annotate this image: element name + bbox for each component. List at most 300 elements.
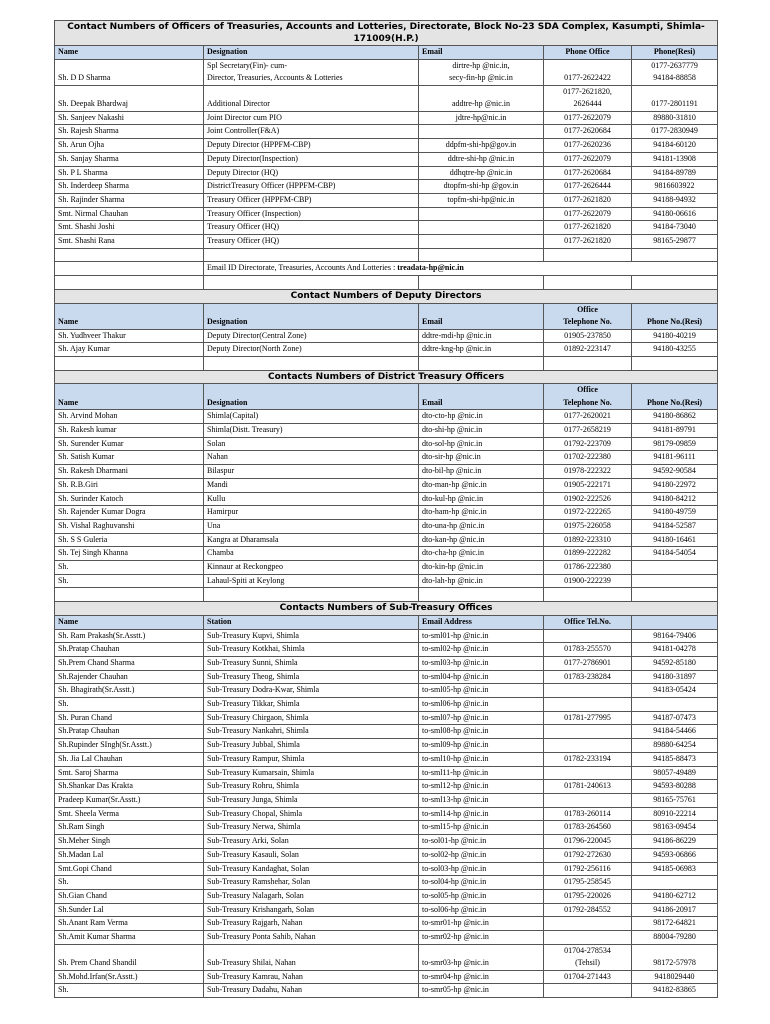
cell-office: 0177-2622079 [544, 207, 632, 221]
cell-name: Sh. Satish Kumar [55, 451, 204, 465]
cell-resi [632, 574, 718, 588]
cell-name: Sh.Pratap Chauhan [55, 725, 204, 739]
table-row [55, 862, 718, 876]
cell-name: Sh.Amit Kumar Sharma [55, 931, 204, 945]
cell-office: 01792-272630 [544, 848, 632, 862]
cell-resi: 94180-40219 [632, 329, 718, 343]
cell-name: Sh.Meher Singh [55, 835, 204, 849]
cell-resi: 94180-31897 [632, 670, 718, 684]
section-title-row [55, 370, 718, 384]
cell-email: to-sml08-hp @nic.in [419, 725, 544, 739]
cell-name: Sh. Surinder Katoch [55, 492, 204, 506]
cell-office: 01899-222282 [544, 547, 632, 561]
cell-station: Sub-Treasury Dadahu, Nahan [204, 984, 419, 998]
cell-resi: 98172-57978 [632, 944, 718, 970]
cell-resi: 94180-43255 [632, 343, 718, 357]
cell-email: to-sml02-hp @nic.in [419, 643, 544, 657]
cell-resi [632, 59, 718, 85]
cell-name: Sh.Madan Lal [55, 848, 204, 862]
cell-station: Sub-Treasury Nalagarh, Solan [204, 889, 419, 903]
cell-name: Sh. Surender Kumar [55, 437, 204, 451]
table-row [55, 465, 718, 479]
cell-name: Sh. S S Guleria [55, 533, 204, 547]
cell-station: Sub-Treasury Rohru, Shimla [204, 780, 419, 794]
cell-office: 01782-233194 [544, 752, 632, 766]
cell-office [544, 739, 632, 753]
cell-designation: Kinnaur at Reckongpeo [204, 561, 419, 575]
cell-name: Sh. [55, 876, 204, 890]
table-row [55, 152, 718, 166]
table-row [55, 931, 718, 945]
section-title: Contact Numbers of Officers of Treasuries, Accounts and Lotteries, Directorate, Block No-23 SDA Complex, Kasumpti, Shimla-171009(H.P.) [55, 21, 718, 46]
cell-office: 01783-255570 [544, 643, 632, 657]
cell-name: Sh. Vishal Raghuvanshi [55, 519, 204, 533]
column-header: Phone Office [544, 46, 632, 60]
cell-office: 01795-258545 [544, 876, 632, 890]
cell-designation: Deputy Director (HPPFM-CBP) [204, 139, 419, 153]
cell-resi: 94184-52587 [632, 519, 718, 533]
cell-office [544, 917, 632, 931]
email-note-row [55, 262, 718, 276]
cell-line: Spl Secretary(Fin)- cum- [207, 60, 287, 70]
cell-resi: 94186-86229 [632, 835, 718, 849]
cell-designation: Kullu [204, 492, 419, 506]
cell-station: Sub-Treasury Kandaghat, Solan [204, 862, 419, 876]
cell-office: 01783-264560 [544, 821, 632, 835]
column-header: Email [419, 384, 544, 410]
cell-resi: 94185-06983 [632, 862, 718, 876]
cell-station: Sub-Treasury Rampur, Shimla [204, 752, 419, 766]
table-row [55, 780, 718, 794]
table-row [55, 166, 718, 180]
cell-name: Smt. Shashi Rana [55, 235, 204, 249]
cell-office [544, 629, 632, 643]
cell-line: 0177-2637779 [651, 60, 698, 70]
cell-designation: Solan [204, 437, 419, 451]
cell-designation: Bilaspur [204, 465, 419, 479]
table-row [55, 492, 718, 506]
cell-resi: 98165-29877 [632, 235, 718, 249]
table-row [55, 739, 718, 753]
table-row [55, 410, 718, 424]
table-row [55, 698, 718, 712]
cell-email: to-sml03-hp @nic.in [419, 656, 544, 670]
cell-email: dto-una-hp @nic.in [419, 519, 544, 533]
cell-office: 0177-2620684 [544, 166, 632, 180]
cell-resi: 94180-62712 [632, 889, 718, 903]
table-row [55, 670, 718, 684]
cell-station: Sub-Treasury Chopal, Shimla [204, 807, 419, 821]
cell-name: Sh. Sanjeev Nakashi [55, 111, 204, 125]
column-header [544, 303, 632, 329]
table-row [55, 561, 718, 575]
section-title-row [55, 289, 718, 303]
cell-resi: 94184-73040 [632, 221, 718, 235]
cell-station: Sub-Treasury Dodra-Kwar, Shimla [204, 684, 419, 698]
cell-office: 01900-222239 [544, 574, 632, 588]
cell-office [544, 984, 632, 998]
cell-line: (Tehsil) [575, 958, 600, 968]
cell-name: Sh. Inderdeep Sharma [55, 180, 204, 194]
table-row [55, 533, 718, 547]
cell-name: Smt. Nirmal Chauhan [55, 207, 204, 221]
contacts-table [54, 20, 718, 998]
cell-station: Sub-Treasury Kupvi, Shimla [204, 629, 419, 643]
cell-resi: 88004-79280 [632, 931, 718, 945]
column-header [544, 384, 632, 410]
cell-name: Sh. Puran Chand [55, 711, 204, 725]
cell-email [419, 85, 544, 111]
cell-office [544, 85, 632, 111]
empty-cell [632, 248, 718, 262]
cell-email: to-sol02-hp @nic.in [419, 848, 544, 862]
cell-name: Smt. Saroj Sharma [55, 766, 204, 780]
column-header: Name [55, 46, 204, 60]
section-title: Contacts Numbers of District Treasury Officers [55, 370, 718, 384]
cell-station: Sub-Treasury Jubbal, Shimla [204, 739, 419, 753]
cell-email: dto-cha-hp @nic.in [419, 547, 544, 561]
cell-name: Sh. Yudhveer Thakur [55, 329, 204, 343]
section-title-row [55, 602, 718, 616]
cell-email: ddpfm-shi-hp@gov.in [419, 139, 544, 153]
table-row [55, 807, 718, 821]
cell-email: to-sml10-hp @nic.in [419, 752, 544, 766]
table-row [55, 574, 718, 588]
empty-cell [419, 248, 544, 262]
cell-resi: 80910-22214 [632, 807, 718, 821]
header-row [55, 384, 718, 410]
cell-designation: Nahan [204, 451, 419, 465]
cell-line: 94184-88858 [653, 73, 696, 83]
table-row [55, 821, 718, 835]
empty-cell [204, 356, 419, 370]
cell-office: 01978-222322 [544, 465, 632, 479]
cell-resi: 94180-16461 [632, 533, 718, 547]
table-row [55, 876, 718, 890]
column-header: Name [55, 384, 204, 410]
table-row [55, 221, 718, 235]
table-row [55, 970, 718, 984]
cell-office: 01972-222265 [544, 506, 632, 520]
cell-name: Sh. Jia Lal Chauhan [55, 752, 204, 766]
spacer-row [55, 276, 718, 290]
cell-station: Sub-Treasury Sunni, Shimla [204, 656, 419, 670]
cell-resi: 94180-49759 [632, 506, 718, 520]
cell-designation: Lahaul-Spiti at Keylong [204, 574, 419, 588]
cell-resi: 94184-89789 [632, 166, 718, 180]
table-row [55, 343, 718, 357]
cell-office: 01905-222171 [544, 478, 632, 492]
table-row [55, 437, 718, 451]
cell-email: to-sol05-hp @nic.in [419, 889, 544, 903]
column-header: Designation [204, 303, 419, 329]
cell-office: 01905-237850 [544, 329, 632, 343]
cell-email: to-sml15-hp @nic.in [419, 821, 544, 835]
cell-email [419, 207, 544, 221]
cell-email: to-smr03-hp @nic.in [419, 944, 544, 970]
cell-resi: 94181-96111 [632, 451, 718, 465]
cell-office: 0177-2786901 [544, 656, 632, 670]
table-row [55, 752, 718, 766]
cell-email: dto-kan-hp @nic.in [419, 533, 544, 547]
cell-designation: Deputy Director(Inspection) [204, 152, 419, 166]
cell-designation: Joint Director cum PIO [204, 111, 419, 125]
cell-email: dto-ham-hp @nic.in [419, 506, 544, 520]
table-row [55, 889, 718, 903]
spacer-row [55, 588, 718, 602]
cell-email: to-sol01-hp @nic.in [419, 835, 544, 849]
cell-resi: 94180-22972 [632, 478, 718, 492]
cell-name: Sh. D D Sharma [55, 59, 204, 85]
cell-resi [632, 876, 718, 890]
empty-cell [632, 356, 718, 370]
section-title: Contacts Numbers of Sub-Treasury Offices [55, 602, 718, 616]
empty-cell [544, 276, 632, 290]
cell-office [544, 766, 632, 780]
cell-office: 0177-2621820 [544, 193, 632, 207]
cell-resi [632, 698, 718, 712]
cell-station: Sub-Treasury Theog, Shimla [204, 670, 419, 684]
cell-designation: Deputy Director(North Zone) [204, 343, 419, 357]
cell-email: to-sml04-hp @nic.in [419, 670, 544, 684]
table-row [55, 848, 718, 862]
table-row [55, 903, 718, 917]
cell-resi: 9816603922 [632, 180, 718, 194]
column-header: Email [419, 303, 544, 329]
cell-email [419, 59, 544, 85]
cell-resi: 94180-06616 [632, 207, 718, 221]
cell-office: 01786-222380 [544, 561, 632, 575]
cell-email: dto-kul-hp @nic.in [419, 492, 544, 506]
table-row [55, 180, 718, 194]
spacer-row [55, 356, 718, 370]
cell-email [419, 221, 544, 235]
cell-office: 0177-2621820 [544, 235, 632, 249]
table-row [55, 684, 718, 698]
table-row [55, 835, 718, 849]
cell-station: Sub-Treasury Tikkar, Shimla [204, 698, 419, 712]
cell-resi: 94185-88473 [632, 752, 718, 766]
cell-line: Telephone No. [563, 397, 612, 407]
cell-email: topfm-shi-hp@nic.in [419, 193, 544, 207]
cell-station: Sub-Treasury Arki, Solan [204, 835, 419, 849]
cell-email: to-sml06-hp @nic.in [419, 698, 544, 712]
column-header: Phone No.(Resi) [632, 384, 718, 410]
cell-designation: Mandi [204, 478, 419, 492]
cell-name: Sh.Gian Chand [55, 889, 204, 903]
cell-line: secy-fin-hp @nic.in [449, 73, 513, 83]
cell-resi: 94593-06866 [632, 848, 718, 862]
cell-name: Sh. Prem Chand Shandil [55, 944, 204, 970]
cell-station: Sub-Treasury Kotkhai, Shimla [204, 643, 419, 657]
cell-resi: 9418029440 [632, 970, 718, 984]
cell-office: 01892-223310 [544, 533, 632, 547]
cell-line: dirtre-hp @nic.in, [452, 60, 510, 70]
cell-resi: 0177-2830949 [632, 125, 718, 139]
table-row [55, 917, 718, 931]
cell-name: Sh. Deepak Bhardwaj [55, 85, 204, 111]
cell-line: 0177-2801191 [651, 99, 698, 109]
cell-station: Sub-Treasury Shilai, Nahan [204, 944, 419, 970]
cell-designation: Treasury Officer (HQ) [204, 235, 419, 249]
cell-name: Sh.Rupinder SIngh(Sr.Asstt.) [55, 739, 204, 753]
table-row [55, 793, 718, 807]
cell-office: 01796-220045 [544, 835, 632, 849]
cell-office: 01795-220026 [544, 889, 632, 903]
cell-station: Sub-Treasury Krishangarh, Solan [204, 903, 419, 917]
cell-name: Sh. Ram Prakash(Sr.Asstt.) [55, 629, 204, 643]
table-row [55, 85, 718, 111]
empty-cell [632, 588, 718, 602]
cell-office: 01781-240613 [544, 780, 632, 794]
cell-name: Smt. Shashi Joshi [55, 221, 204, 235]
table-row [55, 125, 718, 139]
cell-resi: 94181-13908 [632, 152, 718, 166]
empty-cell [55, 588, 204, 602]
email-link[interactable]: treadata-hp@nic.in [397, 263, 464, 273]
cell-designation: Treasury Officer (HPPFM-CBP) [204, 193, 419, 207]
cell-designation: Deputy Director (HQ) [204, 166, 419, 180]
cell-station: Sub-Treasury Ponta Sahib, Nahan [204, 931, 419, 945]
table-row [55, 519, 718, 533]
cell-email: dtopfm-shi-hp @gov.in [419, 180, 544, 194]
cell-name: Sh. Bhagirath(Sr.Asstt.) [55, 684, 204, 698]
table-row [55, 59, 718, 85]
cell-designation: Shimla(Distt. Treasury) [204, 424, 419, 438]
cell-email: to-sml07-hp @nic.in [419, 711, 544, 725]
cell-email [419, 235, 544, 249]
empty-cell [55, 248, 204, 262]
cell-email: to-sml12-hp @nic.in [419, 780, 544, 794]
cell-office [544, 684, 632, 698]
cell-name: Sh. Rakesh kumar [55, 424, 204, 438]
cell-email: to-sml01-hp @nic.in [419, 629, 544, 643]
cell-office: 01781-277995 [544, 711, 632, 725]
cell-resi: 94187-07473 [632, 711, 718, 725]
cell-office: 01902-222526 [544, 492, 632, 506]
cell-resi: 94592-85180 [632, 656, 718, 670]
email-note-text: Email ID Directorate, Treasuries, Accounts And Lotteries : [207, 263, 398, 273]
column-header [632, 615, 718, 629]
section-title: Contact Numbers of Deputy Directors [55, 289, 718, 303]
empty-cell [204, 248, 419, 262]
column-header: Email Address [419, 615, 544, 629]
cell-resi: 94188-94932 [632, 193, 718, 207]
cell-office: 01792-256116 [544, 862, 632, 876]
cell-name: Sh. Arun Ojha [55, 139, 204, 153]
cell-resi: 94182-83865 [632, 984, 718, 998]
column-header: Station [204, 615, 419, 629]
cell-name: Sh. Arvind Mohan [55, 410, 204, 424]
table-row [55, 506, 718, 520]
cell-name: Sh. [55, 698, 204, 712]
table-row [55, 711, 718, 725]
empty-cell [419, 276, 544, 290]
cell-name: Sh. [55, 561, 204, 575]
cell-office: 0177-2621820 [544, 221, 632, 235]
table-row [55, 944, 718, 970]
cell-office: 01783-260114 [544, 807, 632, 821]
header-row [55, 615, 718, 629]
cell-designation: Chamba [204, 547, 419, 561]
cell-resi [632, 85, 718, 111]
cell-office [544, 944, 632, 970]
empty-cell [204, 588, 419, 602]
table-row [55, 139, 718, 153]
table-row [55, 656, 718, 670]
table-row [55, 451, 718, 465]
cell-office: 0177-2620236 [544, 139, 632, 153]
cell-email: ddtre-mdi-hp @nic.in [419, 329, 544, 343]
cell-station: Sub-Treasury Kasauli, Solan [204, 848, 419, 862]
cell-name: Sh.Rajender Chauhan [55, 670, 204, 684]
cell-resi: 98172-64821 [632, 917, 718, 931]
column-header: Designation [204, 46, 419, 60]
cell-email: to-sol04-hp @nic.in [419, 876, 544, 890]
cell-email [419, 125, 544, 139]
cell-office: 0177-2658219 [544, 424, 632, 438]
column-header: Name [55, 303, 204, 329]
cell-office [544, 793, 632, 807]
column-header: Name [55, 615, 204, 629]
cell-office: 01892-223147 [544, 343, 632, 357]
cell-name: Sh.Mohd.Irfan(Sr.Asstt.) [55, 970, 204, 984]
table-row [55, 725, 718, 739]
cell-office: 01792-284552 [544, 903, 632, 917]
table-row [55, 984, 718, 998]
cell-name: Pradeep Kumar(Sr.Asstt.) [55, 793, 204, 807]
empty-cell [55, 262, 204, 276]
cell-line: 0177-2621820, [563, 86, 612, 96]
cell-name: Sh. Sanjay Sharma [55, 152, 204, 166]
cell-name: Sh. Rajesh Sharma [55, 125, 204, 139]
table-row [55, 547, 718, 561]
cell-name: Sh. Ajay Kumar [55, 343, 204, 357]
table-row [55, 766, 718, 780]
cell-email: to-sml11-hp @nic.in [419, 766, 544, 780]
cell-email: to-smr01-hp @nic.in [419, 917, 544, 931]
cell-office: 0177-2622079 [544, 111, 632, 125]
cell-resi: 94186-20917 [632, 903, 718, 917]
cell-office: 01783-238284 [544, 670, 632, 684]
cell-office: 0177-2620021 [544, 410, 632, 424]
cell-resi: 94181-89791 [632, 424, 718, 438]
cell-office [544, 725, 632, 739]
empty-cell [204, 276, 419, 290]
table-row [55, 329, 718, 343]
cell-email: ddtre-shi-hp @nic.in [419, 152, 544, 166]
cell-name: Sh. P L Sharma [55, 166, 204, 180]
header-row [55, 46, 718, 60]
cell-name: Sh.Pratap Chauhan [55, 643, 204, 657]
cell-designation: DistrictTreasury Officer (HPPFM-CBP) [204, 180, 419, 194]
cell-resi: 94180-86862 [632, 410, 718, 424]
empty-cell [544, 588, 632, 602]
cell-line: Office [577, 304, 598, 314]
cell-resi: 94184-54466 [632, 725, 718, 739]
cell-email: to-smr04-hp @nic.in [419, 970, 544, 984]
cell-office: 01792-223709 [544, 437, 632, 451]
cell-office: 0177-2620684 [544, 125, 632, 139]
cell-station: Sub-Treasury Nankahri, Shimla [204, 725, 419, 739]
cell-name: Sh.Shankar Das Krakta [55, 780, 204, 794]
cell-email: dto-sir-hp @nic.in [419, 451, 544, 465]
cell-resi: 94184-54054 [632, 547, 718, 561]
cell-resi: 98179-09859 [632, 437, 718, 451]
cell-line: addtre-hp @nic.in [451, 99, 510, 109]
cell-email: to-sol03-hp @nic.in [419, 862, 544, 876]
cell-email: dto-man-hp @nic.in [419, 478, 544, 492]
